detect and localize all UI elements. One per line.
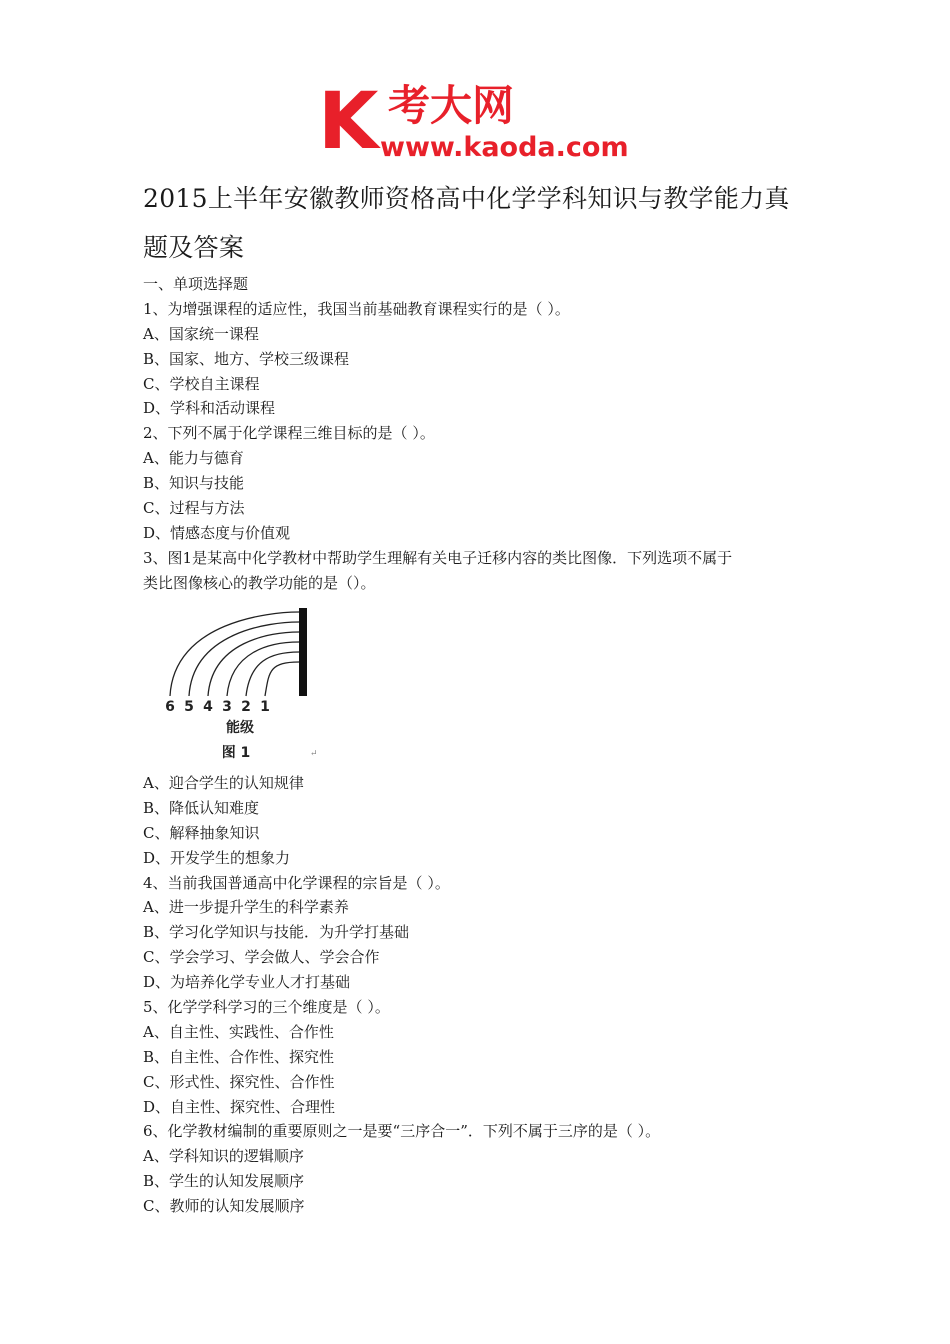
- figure-1-energy-levels: [158, 604, 326, 764]
- question-text-block-2: [143, 771, 823, 1219]
- nucleus-bar: [299, 608, 307, 696]
- text-line: 类比图像核心的教学功能的是（）。: [143, 573, 376, 592]
- text-line: C、形式性、探究性、合作性: [143, 1072, 335, 1091]
- text-line: A、进一步提升学生的科学素养: [143, 898, 349, 917]
- title-line-2: 题及答案: [143, 233, 245, 262]
- text-line: C、解释抽象知识: [143, 823, 260, 842]
- text-line: B、国家、地方、学校三级课程: [143, 349, 350, 368]
- energy-level-arc: [265, 662, 299, 696]
- energy-level-arcs: [170, 612, 299, 696]
- text-line: A、迎合学生的认知规律: [143, 774, 304, 792]
- text-line: A、国家统一课程: [143, 324, 259, 343]
- text-line: D、学科和活动课程: [143, 399, 276, 418]
- kaoda-logo-graphic: [318, 78, 638, 160]
- title-line-1: 2015上半年安徽教师资格高中化学学科知识与教学能力真: [143, 184, 790, 213]
- energy-level-arc: [227, 642, 299, 696]
- figure-caption: 图 1: [221, 745, 251, 761]
- text-line: A、自主性、实践性、合作性: [143, 1022, 334, 1041]
- text-line: 1、为增强课程的适应性，我国当前基础教育课程实行的是（ ）。: [143, 299, 570, 318]
- text-line: 5、化学学科学习的三个维度是（ ）。: [143, 998, 390, 1017]
- text-line: D、开发学生的想象力: [143, 848, 291, 867]
- text-line: B、自主性、合作性、探究性: [143, 1047, 335, 1066]
- text-line: C、过程与方法: [143, 499, 245, 518]
- text-line: 2、下列不属于化学课程三维目标的是（ ）。: [143, 424, 435, 443]
- text-line: C、教师的认知发展顺序: [143, 1197, 305, 1216]
- energy-level-number: 5: [184, 699, 194, 715]
- text-line: A、学科知识的逻辑顺序: [143, 1147, 304, 1166]
- text-line: B、降低认知难度: [143, 798, 260, 817]
- energy-level-diagram: [158, 604, 326, 764]
- text-line: A、能力与德育: [143, 449, 244, 468]
- text-line: 一、单项选择题: [143, 275, 249, 293]
- text-line: B、学习化学知识与技能．为升学打基础: [143, 923, 410, 942]
- paragraph-mark-icon: ↵: [310, 749, 318, 759]
- text-line: C、学会学习、学会做人、学会合作: [143, 948, 380, 967]
- axis-label-energy-level: 能级: [226, 720, 254, 736]
- text-line: 6、化学教材编制的重要原则之一是要“三序合一”．下列不属于三序的是（ ）。: [143, 1122, 661, 1141]
- energy-level-arc: [246, 652, 299, 696]
- energy-level-number: 3: [222, 699, 232, 715]
- energy-level-number: 1: [260, 699, 270, 715]
- text-line: C、学校自主课程: [143, 374, 260, 393]
- text-line: D、为培养化学专业人才打基础: [143, 973, 351, 992]
- text-line: 3、图1是某高中化学教材中帮助学生理解有关电子迁移内容的类比图像．下列选项不属于: [143, 548, 733, 567]
- document-title: [143, 174, 823, 272]
- energy-level-number: 2: [241, 699, 251, 715]
- energy-level-number: 6: [165, 699, 175, 715]
- logo-url-text: www.kaoda.com: [380, 132, 629, 160]
- logo-brand-text: 考大网: [388, 81, 515, 130]
- energy-level-numbers: [165, 699, 270, 715]
- text-line: B、学生的认知发展顺序: [143, 1172, 305, 1191]
- text-line: 4、当前我国普通高中化学课程的宗旨是（ ）。: [143, 873, 450, 892]
- text-line: B、知识与技能: [143, 474, 245, 493]
- logo-k-letter: K: [318, 78, 379, 160]
- text-line: D、自主性、探究性、合理性: [143, 1097, 336, 1116]
- question-text-block-1: [143, 272, 823, 596]
- energy-level-number: 4: [203, 699, 213, 715]
- text-line: D、情感态度与价值观: [143, 523, 291, 542]
- kaoda-logo: [318, 78, 638, 160]
